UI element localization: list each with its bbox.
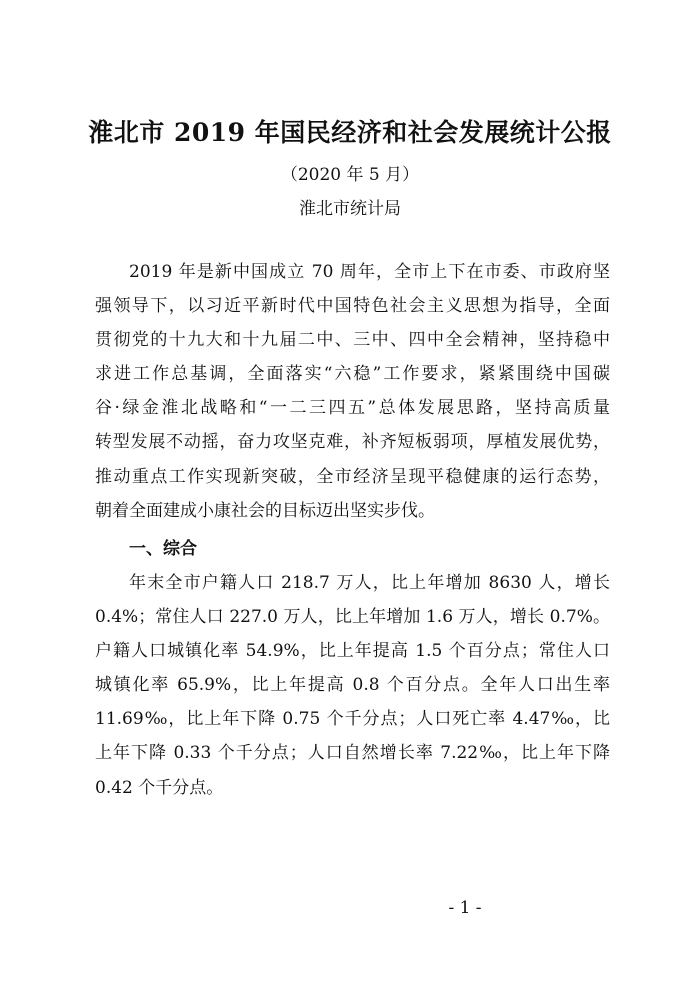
publication-date: （2020 年 5 月） bbox=[280, 165, 420, 185]
paragraph-line: 强领导下，以习近平新时代中国特色社会主义思想为指导，全面 bbox=[95, 296, 610, 317]
paragraph-line: 11.69‰，比上年下降 0.75 个千分点；人口死亡率 4.47‰，比 bbox=[95, 709, 610, 730]
paragraph-line: 转型发展不动摇，奋力攻坚克难，补齐短板弱项，厚植发展优势， bbox=[95, 432, 610, 453]
paragraph-line: 2019 年是新中国成立 70 周年，全市上下在市委、市政府坚 bbox=[129, 262, 610, 282]
issuing-agency: 淮北市统计局 bbox=[299, 199, 401, 219]
intro-paragraph bbox=[95, 255, 610, 528]
paragraph-line: 户籍人口城镇化率 54.9%，比上年提高 1.5 个百分点；常住人口 bbox=[95, 641, 610, 662]
document-title: 淮北市 2019 年国民经济和社会发展统计公报 bbox=[88, 118, 612, 147]
paragraph-line: 求进工作总基调，全面落实“六稳”工作要求，紧紧围绕中国碳 bbox=[95, 364, 610, 385]
paragraph-line: 0.4%；常住人口 227.0 万人，比上年增加 1.6 万人，增长 0.7%。 bbox=[95, 607, 610, 628]
paragraph-line: 朝着全面建成小康社会的目标迈出坚实步伐。 bbox=[95, 500, 435, 521]
paragraph-line: 城镇化率 65.9%，比上年提高 0.8 个百分点。全年人口出生率 bbox=[95, 675, 610, 696]
paragraph-line: 谷·绿金淮北战略和“一二三四五”总体发展思路，坚持高质量 bbox=[95, 398, 610, 419]
paragraph-line: 年末全市户籍人口 218.7 万人，比上年增加 8630 人，增长 bbox=[129, 573, 610, 593]
section-heading-comprehensive: 一、综合 bbox=[129, 539, 197, 559]
paragraph-line: 推动重点工作实现新突破，全市经济呈现平稳健康的运行态势， bbox=[95, 466, 610, 487]
page-number: - 1 - bbox=[448, 898, 482, 918]
paragraph-line: 上年下降 0.33 个千分点；人口自然增长率 7.22‰，比上年下降 bbox=[95, 743, 610, 764]
paragraph-line: 贯彻党的十九大和十九届二中、三中、四中全会精神，坚持稳中 bbox=[95, 330, 610, 351]
section-comprehensive-paragraph bbox=[95, 566, 610, 805]
paragraph-line: 0.42 个千分点。 bbox=[95, 777, 224, 798]
